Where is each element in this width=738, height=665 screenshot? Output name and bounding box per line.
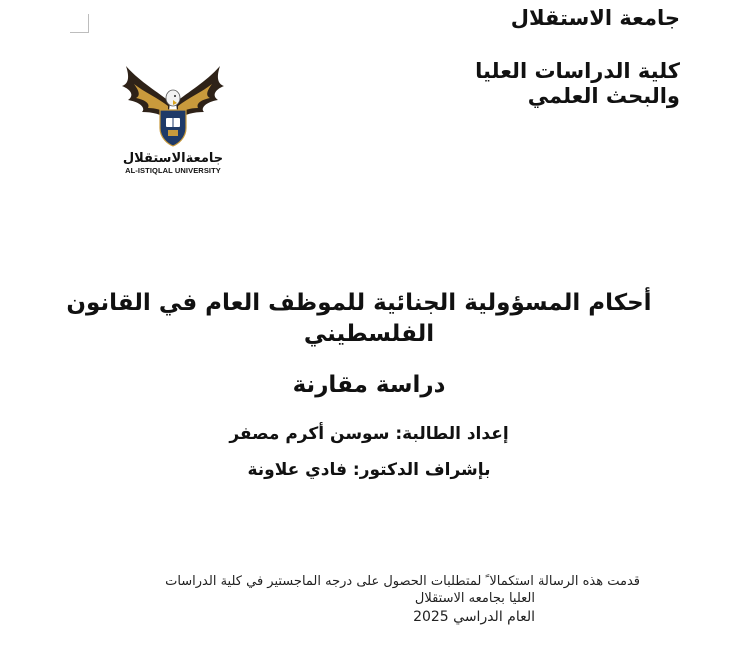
academic-year: العام الدراسي 2025 xyxy=(413,608,535,625)
university-header xyxy=(475,6,680,110)
thesis-title-line1: أحكام المسؤولية الجنائية للموظف العام في القانون xyxy=(66,290,652,316)
faculty-name-line2: والبحث العلمي xyxy=(527,84,680,109)
page-corner-mark xyxy=(70,14,89,33)
submission-line2: العليا بجامعه الاستقلال xyxy=(414,590,535,606)
faculty-name-line1: كلية الدراسات العليا xyxy=(475,59,680,84)
submission-statement xyxy=(90,574,640,626)
thesis-title-line2: الفلسطيني xyxy=(303,321,435,348)
thesis-title xyxy=(60,288,678,350)
submission-line1: قدمت هذه الرسالة استكمالا ً لمتطلبات الحصول على درجه الماجستير في كلية الدراسات xyxy=(165,574,640,589)
eagle-crest-icon xyxy=(118,62,228,152)
supervisor-line: بإشراف الدكتور: فادي علاونة xyxy=(247,460,491,480)
logo-arabic-name: جامعةالاستقلال xyxy=(122,151,224,166)
author-line: إعداد الطالبة: سوسن أكرم مصفر xyxy=(229,424,509,444)
study-type: دراسة مقارنة xyxy=(292,372,446,398)
university-name: جامعة الاستقلال xyxy=(510,6,680,30)
logo-english-name: AL-ISTIQLAL UNIVERSITY xyxy=(125,166,221,175)
